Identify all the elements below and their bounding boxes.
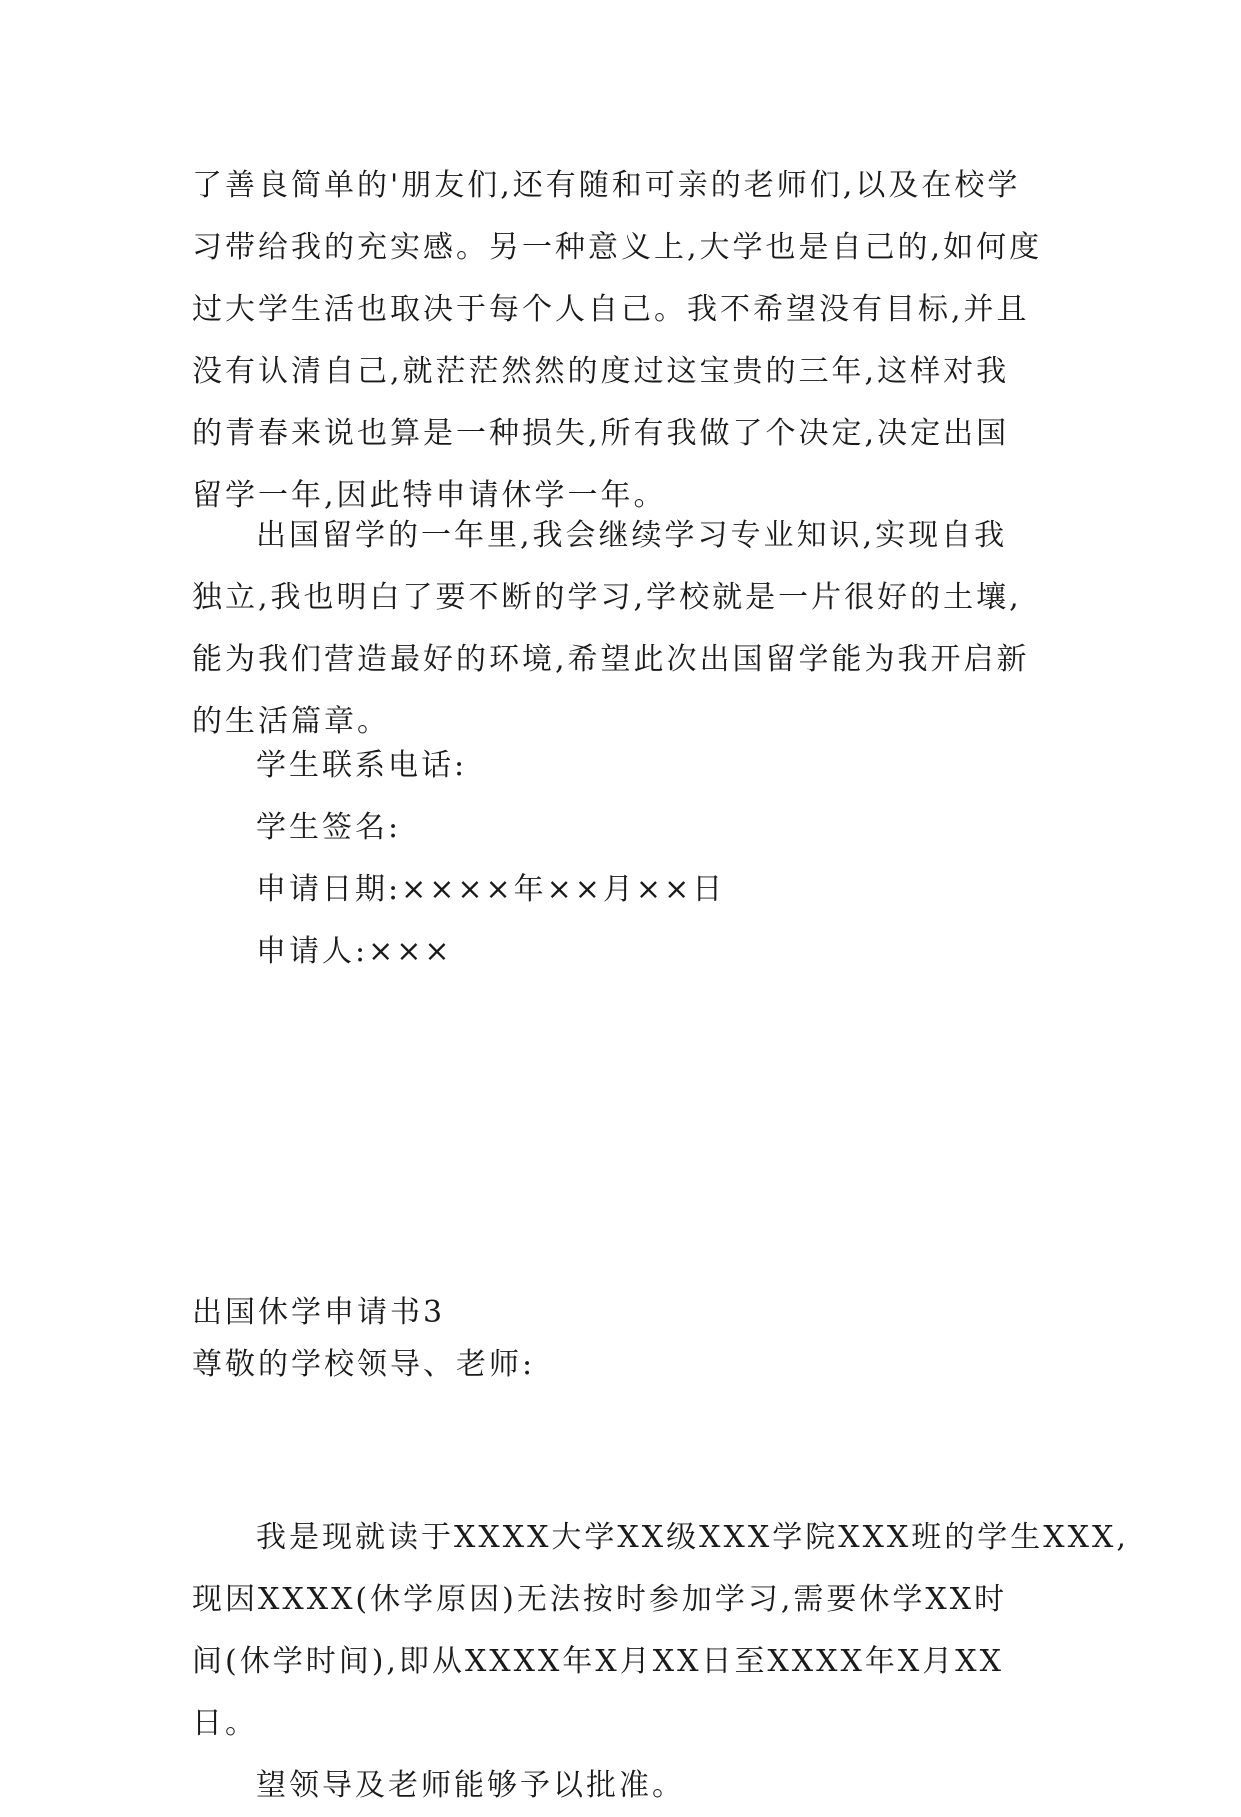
text-line: 我是现就读于XXXX大学XX级XXX学院XXX班的学生XXX, bbox=[256, 1520, 1129, 1555]
salutation: 尊敬的学校领导、老师: bbox=[192, 1347, 536, 1382]
text-line: 留学一年,因此特申请休学一年。 bbox=[192, 478, 667, 513]
letter-3-header bbox=[192, 1287, 1052, 1391]
signature-label: 学生签名: bbox=[256, 810, 402, 845]
paragraph-study-abroad bbox=[192, 505, 1052, 753]
contact-phone-label: 学生联系电话: bbox=[256, 748, 468, 783]
closing-line: 望领导及老师能够予以批准。 bbox=[256, 1768, 685, 1803]
text-line: 的青春来说也算是一种损失,所有我做了个决定,决定出国 bbox=[192, 416, 1010, 451]
text-line: 没有认清自己,就茫茫然然的度过这宝贵的三年,这样对我 bbox=[192, 354, 1010, 389]
text-line: 的生活篇章。 bbox=[192, 704, 390, 739]
text-line: 独立,我也明白了要不断的学习,学校就是一片很好的土壤, bbox=[192, 580, 1022, 615]
text-line: 间(休学时间),即从XXXX年X月XX日至XXXX年X月XX bbox=[192, 1644, 1004, 1679]
text-line: 习带给我的充实感。另一种意义上,大学也是自己的,如何度 bbox=[192, 230, 1043, 265]
paragraph-intro bbox=[192, 155, 1052, 527]
letter-title: 出国休学申请书3 bbox=[192, 1295, 446, 1330]
text-line: 了善良简单的'朋友们,还有随和可亲的老师们,以及在校学 bbox=[192, 168, 1021, 203]
text-line: 过大学生活也取决于每个人自己。我不希望没有目标,并且 bbox=[192, 292, 1030, 327]
text-line: 现因XXXX(休学原因)无法按时参加学习,需要休学XX时 bbox=[192, 1582, 1008, 1617]
text-line: 能为我们营造最好的环境,希望此次出国留学能为我开启新 bbox=[192, 642, 1030, 677]
application-date: 申请日期:××××年××月××日 bbox=[256, 872, 726, 907]
applicant-name: 申请人:××× bbox=[256, 934, 453, 969]
text-line: 日。 bbox=[192, 1706, 258, 1741]
applicant-info bbox=[192, 735, 1052, 983]
text-line: 出国留学的一年里,我会继续学习专业知识,实现自我 bbox=[256, 518, 1008, 553]
letter-3-body bbox=[192, 1507, 1129, 1817]
